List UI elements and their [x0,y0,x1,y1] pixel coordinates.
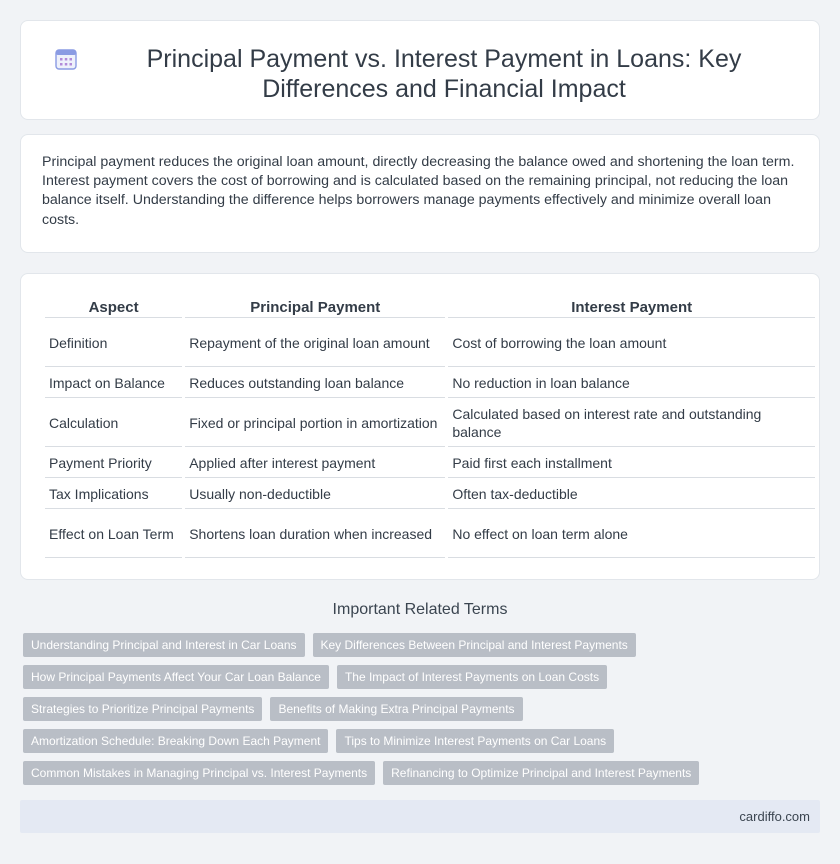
table-cell: Reduces outstanding loan balance [185,369,445,398]
comparison-table [42,294,818,560]
related-term-link[interactable]: Common Mistakes in Managing Principal vs. Interest Payments [23,761,375,785]
table-cell: Tax Implications [45,480,182,509]
intro-paragraph: Principal payment reduces the original loan amount, directly decreasing the balance owed and shortening the loan term. Interest payment covers the cost of borrowing and is calculated based on the remaining principal, not reducing the loan balance itself. Understanding the difference helps borrowers manage payments effectively and minimize overall loan costs. [42,154,795,228]
intro-card [20,134,820,253]
tag-row [23,633,803,657]
table-cell: Often tax-deductible [448,480,815,509]
table-cell: Shortens loan duration when increased [185,511,445,558]
table-cell: Fixed or principal portion in amortization [185,400,445,447]
comparison-table-card [20,273,820,580]
table-cell: Definition [45,320,182,367]
related-term-link[interactable]: Benefits of Making Extra Principal Payments [270,697,522,721]
table-cell: Calculated based on interest rate and outstanding balance [448,400,815,447]
table-row [45,449,815,478]
related-term-link[interactable]: Understanding Principal and Interest in Car Loans [23,633,305,657]
table-row [45,320,815,367]
table-row [45,400,815,447]
tag-row [23,697,803,721]
column-header-principal: Principal Payment [185,296,445,318]
table-header-row [45,296,815,318]
related-terms-list [23,633,803,793]
title-card [20,20,820,120]
table-cell: Impact on Balance [45,369,182,398]
site-name[interactable]: cardiffo.com [739,809,810,824]
table-row [45,369,815,398]
table-cell: No effect on loan term alone [448,511,815,558]
footer [20,800,820,833]
table-cell: Repayment of the original loan amount [185,320,445,367]
related-term-link[interactable]: The Impact of Interest Payments on Loan Costs [337,665,607,689]
table-cell: No reduction in loan balance [448,369,815,398]
table-cell: Effect on Loan Term [45,511,182,558]
table-row [45,511,815,558]
column-header-aspect: Aspect [45,296,182,318]
related-term-link[interactable]: Amortization Schedule: Breaking Down Each Payment [23,729,328,753]
related-term-link[interactable]: Key Differences Between Principal and Interest Payments [313,633,636,657]
tag-row [23,729,803,753]
table-cell: Applied after interest payment [185,449,445,478]
tag-row [23,665,803,689]
related-term-link[interactable]: Tips to Minimize Interest Payments on Car Loans [336,729,614,753]
table-cell: Cost of borrowing the loan amount [448,320,815,367]
related-term-link[interactable]: Refinancing to Optimize Principal and Interest Payments [383,761,699,785]
table-cell: Paid first each installment [448,449,815,478]
related-term-link[interactable]: Strategies to Prioritize Principal Payments [23,697,262,721]
related-term-link[interactable]: How Principal Payments Affect Your Car Loan Balance [23,665,329,689]
tag-row [23,761,803,785]
column-header-interest: Interest Payment [448,296,815,318]
table-row [45,480,815,509]
page-title: Principal Payment vs. Interest Payment in Loans: Key Differences and Financial Impact [146,45,742,103]
table-cell: Calculation [45,400,182,447]
related-terms-title: Important Related Terms [332,601,508,618]
table-cell: Payment Priority [45,449,182,478]
table-cell: Usually non-deductible [185,480,445,509]
